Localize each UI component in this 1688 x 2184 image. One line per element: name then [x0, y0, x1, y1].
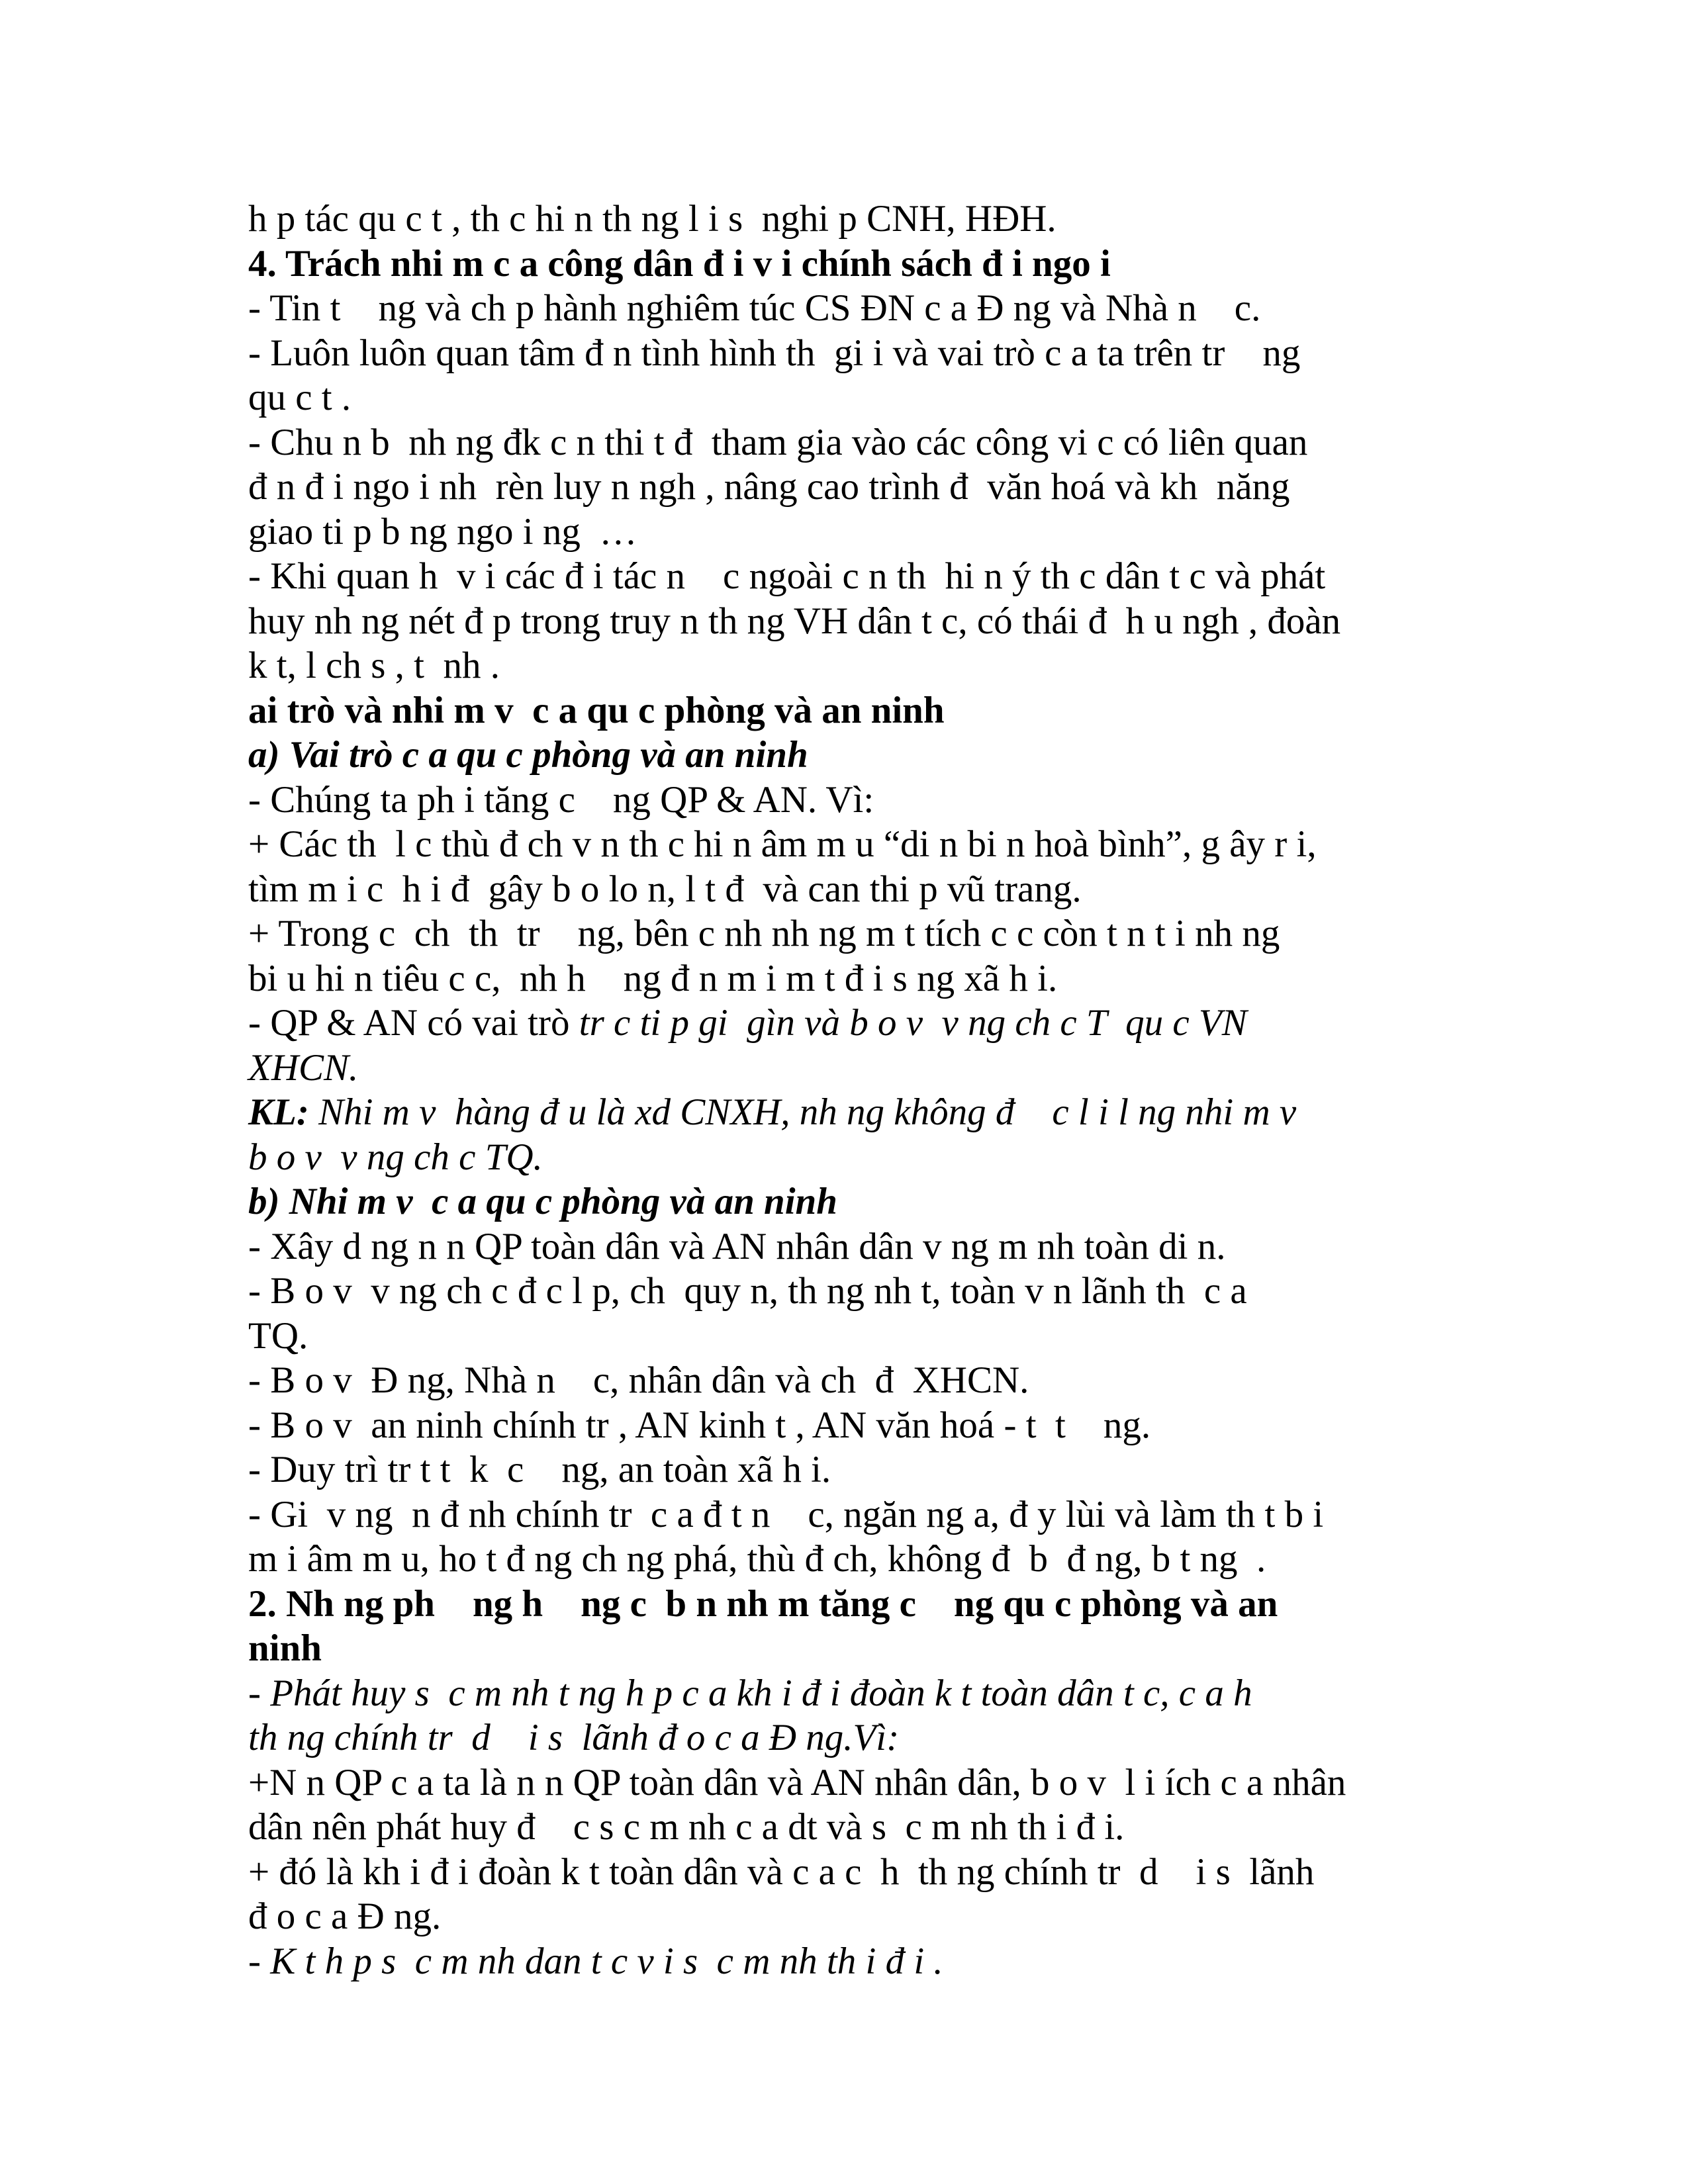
text-line-36-segment-1: +N n QP c a ta là n n QP toàn dân và AN nhân dân, b o v l i ích c a nhân — [248, 1761, 1346, 1803]
text-line-39 — [248, 1894, 1446, 1939]
text-line-9-segment-1: - Khi quan h v i các đ i tác n c ngoài c n th hi n ý th c dân t c và phát — [248, 555, 1326, 597]
text-line-8 — [248, 510, 1446, 555]
text-line-27-segment-1: - B o v Đ ng, Nhà n c, nhân dân và ch đ XHCN. — [248, 1359, 1029, 1401]
text-line-19-segment-1: - QP & AN có vai trò — [248, 1002, 579, 1044]
text-line-4 — [248, 331, 1446, 376]
text-line-37 — [248, 1805, 1446, 1850]
text-line-2-segment-1: 4. Trách nhi m c a công dân đ i v i chính sách đ i ngo i — [248, 242, 1111, 285]
text-line-37-segment-1: dân nên phát huy đ c s c m nh c a dt và s c m nh th i đ i. — [248, 1806, 1125, 1848]
text-line-26 — [248, 1314, 1446, 1359]
text-line-20-segment-1: XHCN. — [248, 1046, 359, 1089]
text-line-29 — [248, 1447, 1446, 1492]
text-line-14-segment-1: - Chúng ta ph i tăng c ng QP & AN. Vì: — [248, 778, 874, 821]
text-line-1 — [248, 197, 1446, 242]
text-line-11 — [248, 643, 1446, 688]
text-line-12 — [248, 688, 1446, 733]
text-line-8-segment-1: giao ti p b ng ngo i ng … — [248, 510, 637, 553]
text-line-22-segment-1: b o v v ng ch c TQ. — [248, 1136, 543, 1178]
text-line-31-segment-1: m i âm m u, ho t đ ng ch ng phá, thù đ ch, không đ b đ ng, b t ng . — [248, 1538, 1266, 1580]
text-line-24 — [248, 1224, 1446, 1269]
text-line-26-segment-1: TQ. — [248, 1314, 308, 1357]
text-line-33 — [248, 1626, 1446, 1671]
text-line-15 — [248, 822, 1446, 867]
text-line-6 — [248, 420, 1446, 465]
text-line-11-segment-1: k t, l ch s , t nh . — [248, 645, 500, 686]
text-line-10-segment-1: huy nh ng nét đ p trong truy n th ng VH dân t c, có thái đ h u ngh , đoàn — [248, 600, 1341, 642]
text-line-35-segment-1: th ng chính tr d i s lãnh đ o c a Đ ng.Vì: — [248, 1717, 900, 1758]
text-line-35 — [248, 1715, 1446, 1760]
text-line-20 — [248, 1046, 1446, 1091]
text-line-4-segment-1: - Luôn luôn quan tâm đ n tình hình th gi i và vai trò c a ta trên tr ng — [248, 332, 1301, 374]
document-text-body — [248, 197, 1446, 1983]
text-line-3-segment-1: - Tin t ng và ch p hành nghiêm túc CS ĐN c a Đ ng và Nhà n c. — [248, 287, 1261, 329]
text-line-21 — [248, 1090, 1446, 1135]
text-line-6-segment-1: - Chu n b nh ng đk c n thi t đ tham gia vào các công vi c có liên quan — [248, 421, 1308, 463]
text-line-34-segment-1: - Phát huy s c m nh t ng h p c a kh i đ i đoàn k t toàn dân t c, c a h — [248, 1672, 1252, 1714]
text-line-13-segment-1: a) Vai trò c a qu c phòng và an ninh — [248, 734, 808, 776]
text-line-34 — [248, 1671, 1446, 1716]
text-line-14 — [248, 778, 1446, 823]
text-line-36 — [248, 1760, 1446, 1805]
text-line-5 — [248, 375, 1446, 420]
text-line-29-segment-1: - Duy trì tr t t k c ng, an toàn xã h i. — [248, 1449, 831, 1490]
text-line-33-segment-1: ninh — [248, 1627, 322, 1669]
text-line-27 — [248, 1358, 1446, 1403]
text-line-7-segment-1: đ n đ i ngo i nh rèn luy n ngh , nâng cao trình đ văn hoá và kh năng — [248, 466, 1290, 508]
text-line-28 — [248, 1403, 1446, 1448]
text-line-23 — [248, 1179, 1446, 1224]
text-line-31 — [248, 1537, 1446, 1582]
text-line-25-segment-1: - B o v v ng ch c đ c l p, ch quy n, th ng nh t, toàn v n lãnh th c a — [248, 1270, 1247, 1312]
text-line-30 — [248, 1492, 1446, 1537]
text-line-1-segment-1: h p tác qu c t , th c hi n th ng l i s nghi p CNH, HĐH. — [248, 198, 1056, 240]
text-line-3 — [248, 286, 1446, 331]
text-line-38 — [248, 1850, 1446, 1895]
text-line-40 — [248, 1939, 1446, 1984]
text-line-32 — [248, 1582, 1446, 1627]
text-line-21-segment-2: Nhi m v hàng đ u là xd CNXH, nh ng không đ c l i l ng nhi m v — [308, 1091, 1297, 1133]
text-line-17 — [248, 911, 1446, 956]
text-line-39-segment-1: đ o c a Đ ng. — [248, 1895, 442, 1937]
text-line-10 — [248, 599, 1446, 644]
text-line-17-segment-1: + Trong c ch th tr ng, bên c nh nh ng m t tích c c còn t n t i nh ng — [248, 913, 1280, 954]
text-line-12-segment-1: ai trò và nhi m v c a qu c phòng và an ninh — [248, 689, 945, 731]
text-line-23-segment-1: b) Nhi m v c a qu c phòng và an ninh — [248, 1181, 837, 1222]
text-line-21-segment-1: KL: — [248, 1091, 309, 1133]
text-line-22 — [248, 1135, 1446, 1180]
text-line-24-segment-1: - Xây d ng n n QP toàn dân và AN nhân dân v ng m nh toàn di n. — [248, 1225, 1226, 1267]
text-line-30-segment-1: - Gi v ng n đ nh chính tr c a đ t n c, ngăn ng a, đ y lùi và làm th t b i — [248, 1493, 1324, 1535]
text-line-18 — [248, 956, 1446, 1001]
text-line-9 — [248, 554, 1446, 599]
text-line-5-segment-1: qu c t . — [248, 377, 352, 418]
text-line-40-segment-1: - K t h p s c m nh dan t c v i s c m nh th i đ i . — [248, 1940, 943, 1982]
text-line-13 — [248, 733, 1446, 778]
text-line-28-segment-1: - B o v an ninh chính tr , AN kinh t , AN văn hoá - t t ng. — [248, 1404, 1151, 1446]
text-line-19 — [248, 1001, 1446, 1046]
text-line-19-segment-2: tr c ti p gi gìn và b o v v ng ch c T qu c VN — [579, 1002, 1247, 1044]
text-line-32-segment-1: 2. Nh ng ph ng h ng c b n nh m tăng c ng qu c phòng và an — [248, 1582, 1278, 1625]
text-line-38-segment-1: + đó là kh i đ i đoàn k t toàn dân và c a c h th ng chính tr d i s lãnh — [248, 1850, 1315, 1893]
text-line-7 — [248, 465, 1446, 510]
text-line-15-segment-1: + Các th l c thù đ ch v n th c hi n âm m u “di n bi n hoà bình”, g ây r i, — [248, 823, 1317, 865]
text-line-2 — [248, 242, 1446, 287]
text-line-25 — [248, 1269, 1446, 1314]
text-line-16 — [248, 867, 1446, 912]
text-line-18-segment-1: bi u hi n tiêu c c, nh h ng đ n m i m t đ i s ng xã h i. — [248, 957, 1058, 999]
text-line-16-segment-1: tìm m i c h i đ gây b o lo n, l t đ và can thi p vũ trang. — [248, 868, 1082, 910]
